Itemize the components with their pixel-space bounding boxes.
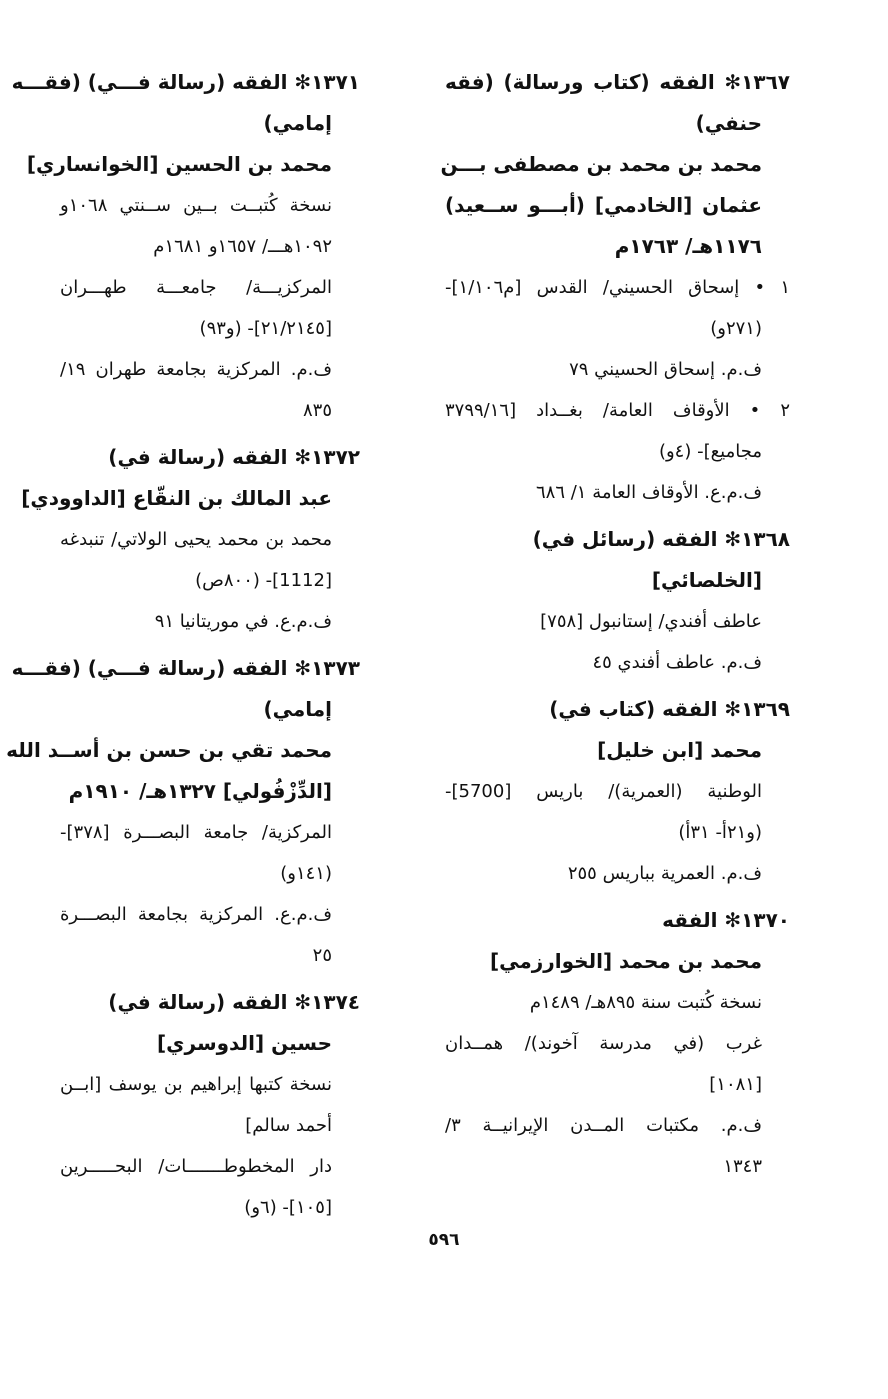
- entry-line: ١١٧٦هـ/ ١٧٦٣م: [614, 234, 762, 258]
- entry-line: ف.م. مكتبات المــدن الإيرانيــة ٣/: [445, 1115, 762, 1136]
- entry-line: ٢٥: [312, 945, 332, 966]
- entry-line: أحمد سالم]: [245, 1115, 332, 1136]
- entry-line: [الخلصائي]: [651, 568, 762, 592]
- catalog-entry: [445, 519, 790, 683]
- entry-line: [1112]- (٨٠٠ص): [195, 570, 332, 591]
- catalog-entry: [445, 900, 790, 1187]
- entry-line: ف.م. العمرية بباريس ٢٥٥: [567, 863, 762, 884]
- right-column: [440, 62, 790, 1193]
- entry-line: نسخة كُتبت سنة ٨٩٥هـ/ ١٤٨٩م: [529, 992, 762, 1013]
- catalog-entry: [440, 62, 790, 513]
- entry-line: ١٣٧٤✻ الفقه (رسالة في): [108, 990, 360, 1014]
- entry-line: (١٤١و): [280, 863, 332, 884]
- entry-line: (٢٧١و): [710, 318, 762, 339]
- entry-line: ١٣٧٢✻ الفقه (رسالة في): [108, 445, 360, 469]
- catalog-entry: [11, 62, 360, 431]
- entry-line: غرب (في مدرسة آخوند)/ همــدان: [445, 1033, 762, 1054]
- page-number: ٥٩٦: [428, 1230, 460, 1250]
- entry-line: (و٢١أ- ٣١أ): [678, 822, 762, 843]
- entry-line: المركزية/ جامعة البصـــرة [٣٧٨]-: [60, 822, 332, 843]
- entry-line: ١٣٦٩✻ الفقه (كتاب في): [549, 697, 790, 721]
- entry-line: عثمان [الخادمي] (أبـــو ســعيد): [445, 193, 762, 217]
- entry-line: [١٠٨١]: [709, 1074, 762, 1095]
- entry-line: محمد بن محمد [الخوارزمي]: [489, 949, 762, 973]
- entry-line: ف.م.ع. في موريتانيا ٩١: [154, 611, 332, 632]
- entry-line: حسين [الدوسري]: [157, 1031, 332, 1055]
- entry-line: عبد المالك بن النقّاع [الداوودي]: [21, 486, 332, 510]
- entry-line: ف.م.ع. المركزية بجامعة البصـــرة: [60, 904, 332, 925]
- entry-line: محمد بن الحسين [الخوانساري]: [26, 152, 332, 176]
- entry-line: ١ • إسحاق الحسيني/ القدس [م١/١٠٦]-: [445, 277, 790, 298]
- entry-line: دار المخطوطـــــــات/ البحـــــرين: [60, 1156, 332, 1177]
- entry-line: ف.م. عاطف أفندي ٤٥: [592, 652, 762, 673]
- catalog-entry: [6, 648, 360, 976]
- entry-line: محمد [ابن خليل]: [597, 738, 762, 762]
- entry-line: ٢ • الأوقاف العامة/ بغــداد [٣٧٩٩/١٦: [445, 400, 790, 421]
- catalog-entry: [21, 437, 360, 642]
- entry-line: مجاميع]- (٤و): [658, 441, 762, 462]
- entry-line: ١٠٩٢هـــ/ ١٦٥٧و ١٦٨١م: [153, 236, 332, 257]
- entry-line: نسخة كُتبــت بــين ســنتي ١٠٦٨و: [60, 195, 332, 216]
- entry-line: [١٠٥]- (٦و): [244, 1197, 332, 1218]
- entry-line: ١٣٧٣✻ الفقه (رسالة فـــي) (فقـــه: [11, 656, 360, 680]
- entry-line: ٨٣٥: [302, 400, 332, 421]
- entry-line: نسخة كتبها إبراهيم بن يوسف [ابــن: [60, 1074, 332, 1095]
- catalog-entry: [60, 982, 360, 1228]
- entry-line: محمد بن محمد بن مصطفى بـــن: [440, 152, 762, 176]
- entry-line: المركزيـــة/ جامعـــة طهـــران: [60, 277, 332, 298]
- entry-line: ف.م. إسحاق الحسيني ٧٩: [569, 359, 762, 380]
- entry-line: [٢١/٢١٤٥]- (و٩٣): [199, 318, 332, 339]
- entry-line: ف.م. المركزية بجامعة طهران ١٩/: [60, 359, 332, 380]
- entry-line: عاطف أفندي/ إستانبول [٧٥٨]: [540, 611, 762, 632]
- entry-line: الوطنية (العمرية)/ باريس [5700]-: [445, 781, 762, 802]
- entry-line: ١٣٤٣: [723, 1156, 762, 1177]
- entry-line: إمامي): [263, 697, 332, 721]
- entry-line: ف.م.ع. الأوقاف العامة ١/ ٦٨٦: [535, 482, 762, 503]
- left-column: [6, 62, 360, 1234]
- entry-line: ١٣٦٨✻ الفقه (رسائل في): [532, 527, 790, 551]
- entry-line: ١٣٧٠✻ الفقه: [662, 908, 790, 932]
- catalog-entry: [445, 689, 790, 894]
- entry-line: إمامي): [263, 111, 332, 135]
- document-page: [0, 62, 888, 1362]
- entry-line: [الدِّزْفُولي] ١٣٢٧هـ/ ١٩١٠م: [68, 779, 332, 803]
- entry-line: حنفي): [695, 111, 762, 135]
- entry-line: محمد بن محمد يحيى الولاتي/ تنبدغه: [60, 529, 332, 550]
- entry-line: ١٣٦٧✻ الفقه (كتاب ورسالة) (فقه: [445, 70, 790, 94]
- entry-line: محمد تقي بن حسن بن أســد الله: [6, 738, 332, 762]
- entry-line: ١٣٧١✻ الفقه (رسالة فـــي) (فقـــه: [11, 70, 360, 94]
